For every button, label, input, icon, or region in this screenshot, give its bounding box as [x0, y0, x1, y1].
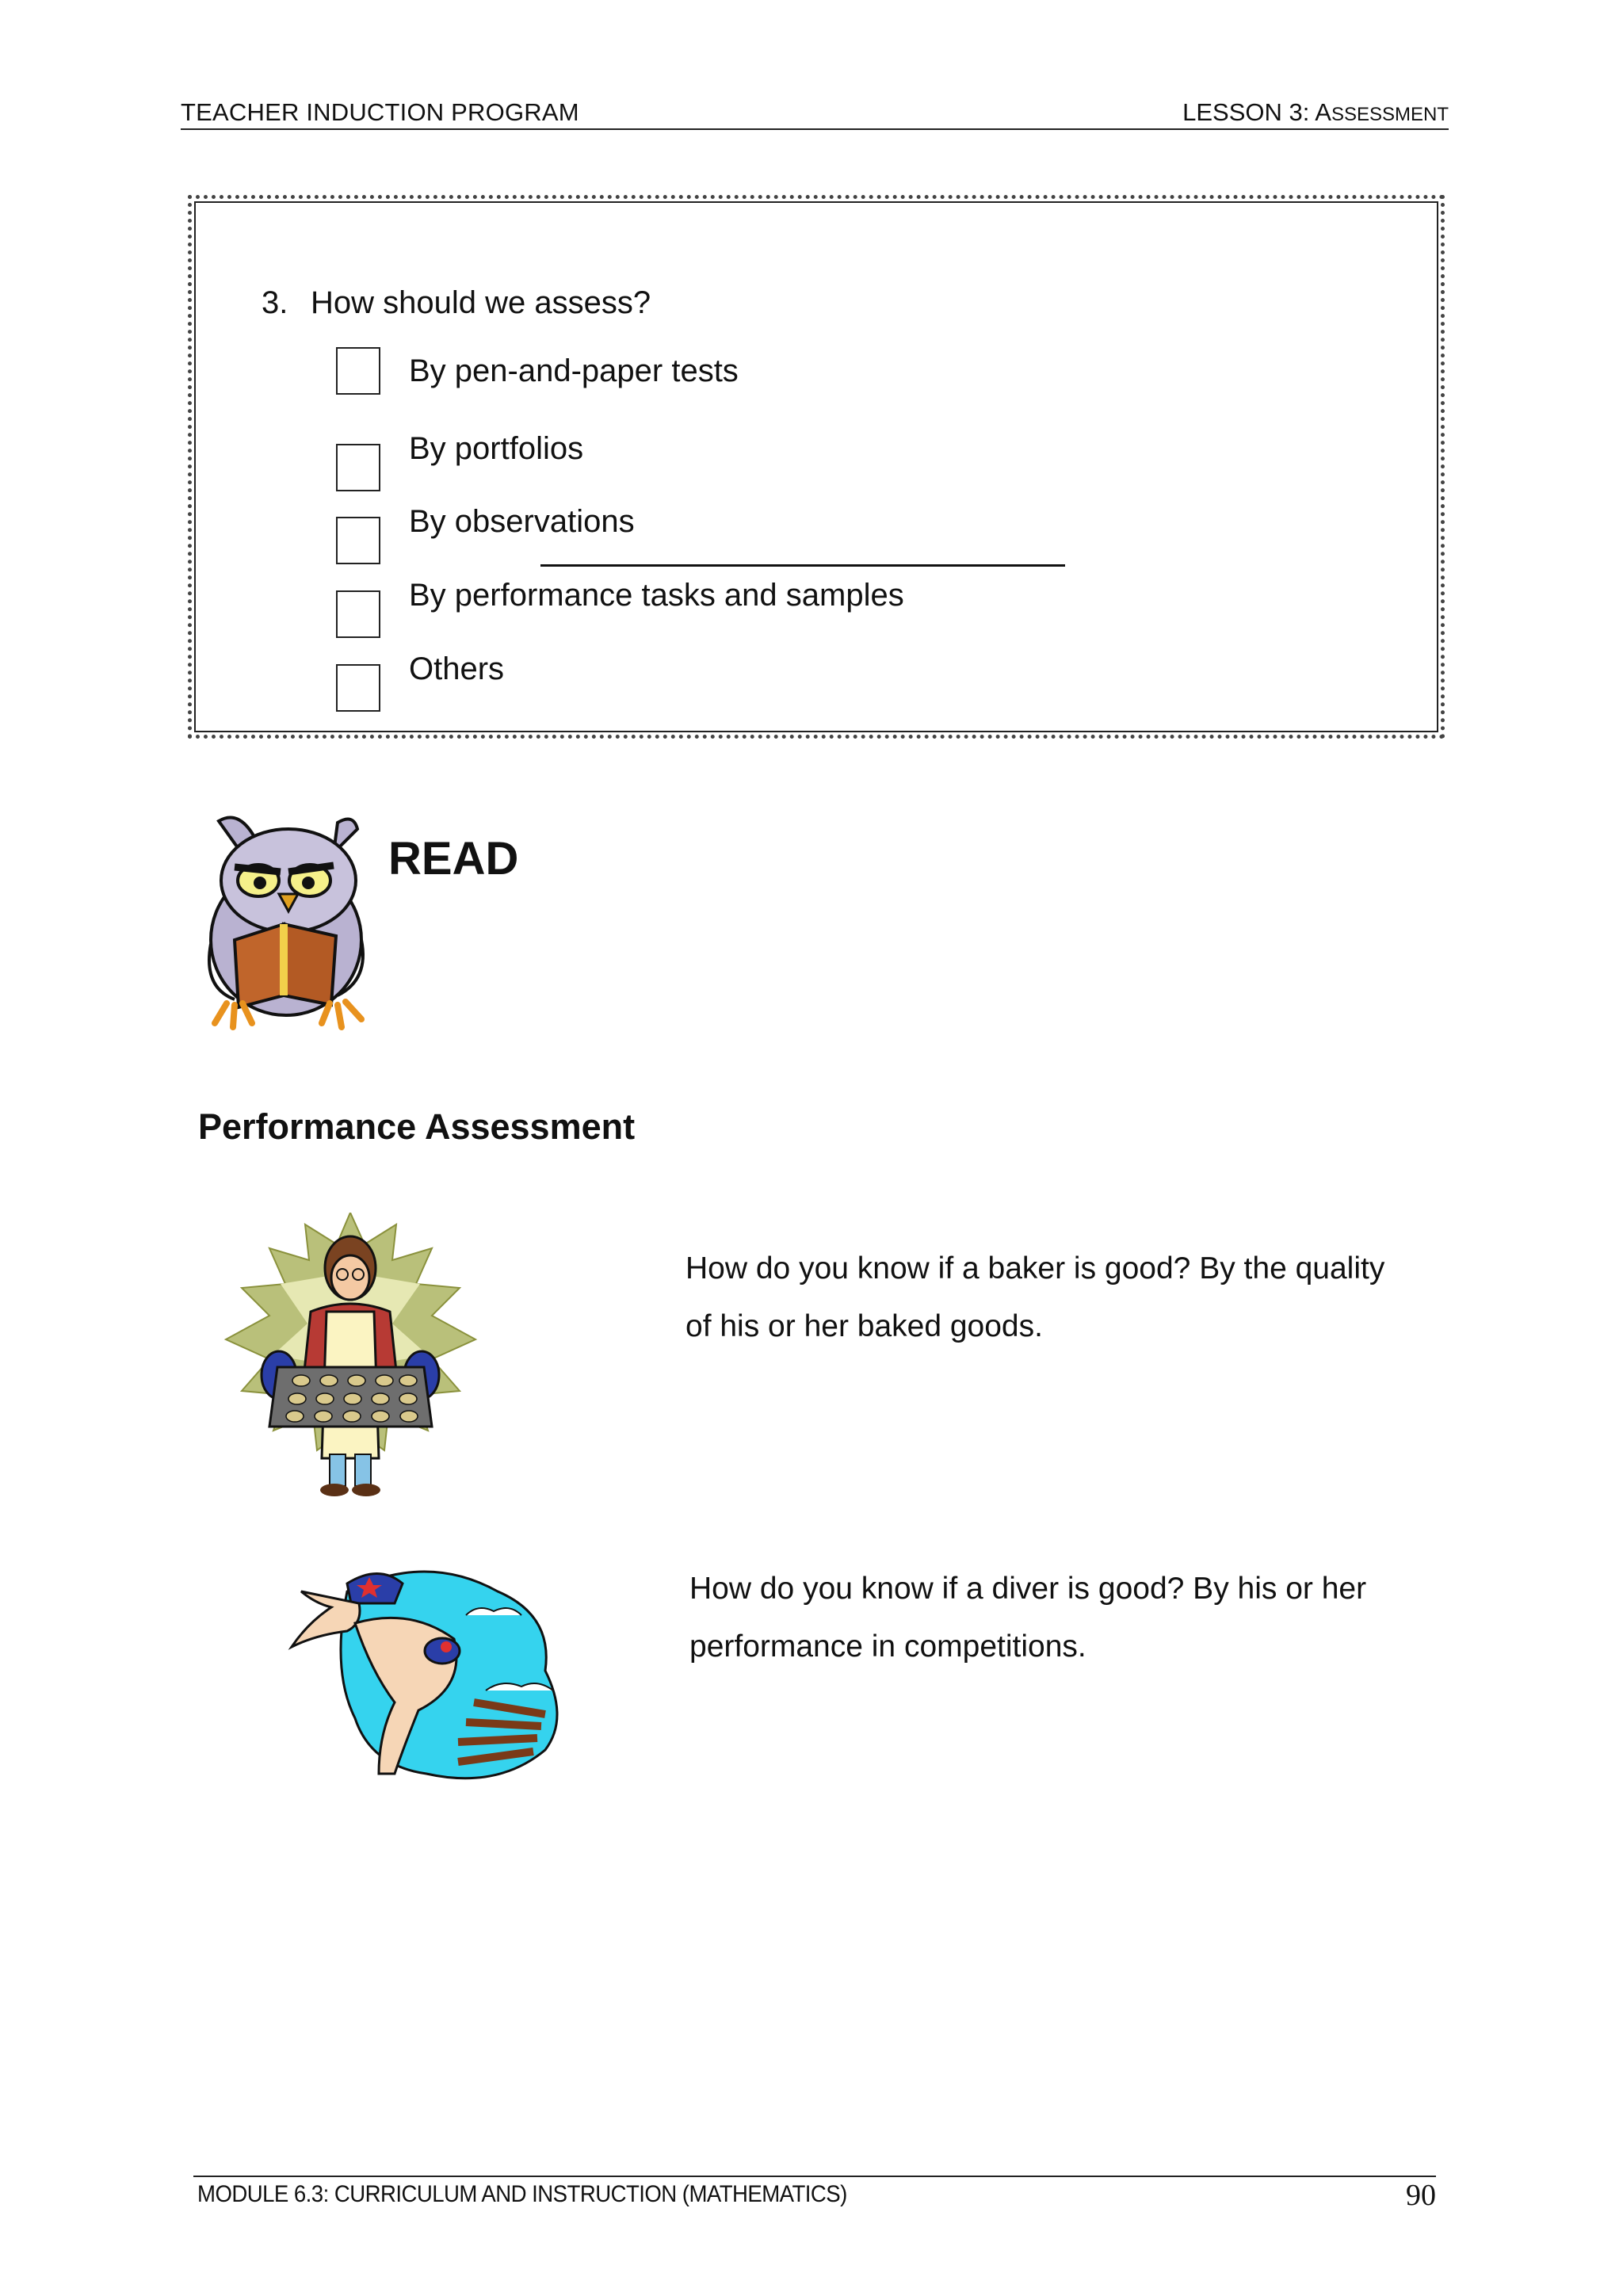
checkbox[interactable]: [336, 517, 380, 564]
checkbox[interactable]: [336, 444, 380, 491]
header-lesson-smallcaps: SSESSMENT: [1331, 104, 1449, 125]
question-box-inner-border: [194, 201, 1438, 732]
header-rule: [181, 128, 1449, 130]
checkbox[interactable]: [336, 347, 380, 395]
header-lesson-title: [1182, 98, 1449, 127]
owl-reading-book-icon: [195, 805, 385, 1031]
diver-icon: [284, 1560, 569, 1790]
footer-module-title: MODULE 6.3: CURRICULUM AND INSTRUCTION (MATHEMATICS): [197, 2181, 847, 2207]
section-title: Performance Assessment: [198, 1106, 636, 1147]
question-prompt: How should we assess?: [311, 285, 651, 320]
header-program-title: TEACHER INDUCTION PROGRAM: [181, 98, 579, 126]
question-text: [262, 285, 651, 321]
baker-paragraph: How do you know if a baker is good? By the quality of his or her baked goods.: [685, 1251, 1385, 1343]
option-label: Others: [409, 651, 505, 686]
option-label: By pen-and-paper tests: [409, 353, 739, 388]
option-label: By portfolios: [409, 431, 584, 466]
option-label: By observations: [409, 504, 635, 539]
checkbox[interactable]: [336, 664, 380, 712]
question-number: 3.: [262, 285, 288, 320]
baker-holding-tray-icon: [222, 1213, 479, 1502]
diver-paragraph: How do you know if a diver is good? By his or her performance in competitions.: [689, 1572, 1367, 1664]
footer-rule: [193, 2176, 1436, 2177]
answer-blank-line: [540, 564, 1065, 567]
option-label: By performance tasks and samples: [409, 578, 904, 613]
read-heading: READ: [388, 833, 519, 884]
checkbox[interactable]: [336, 590, 380, 638]
header-lesson-main: LESSON 3: A: [1182, 98, 1331, 126]
page-number: 90: [1406, 2179, 1436, 2212]
